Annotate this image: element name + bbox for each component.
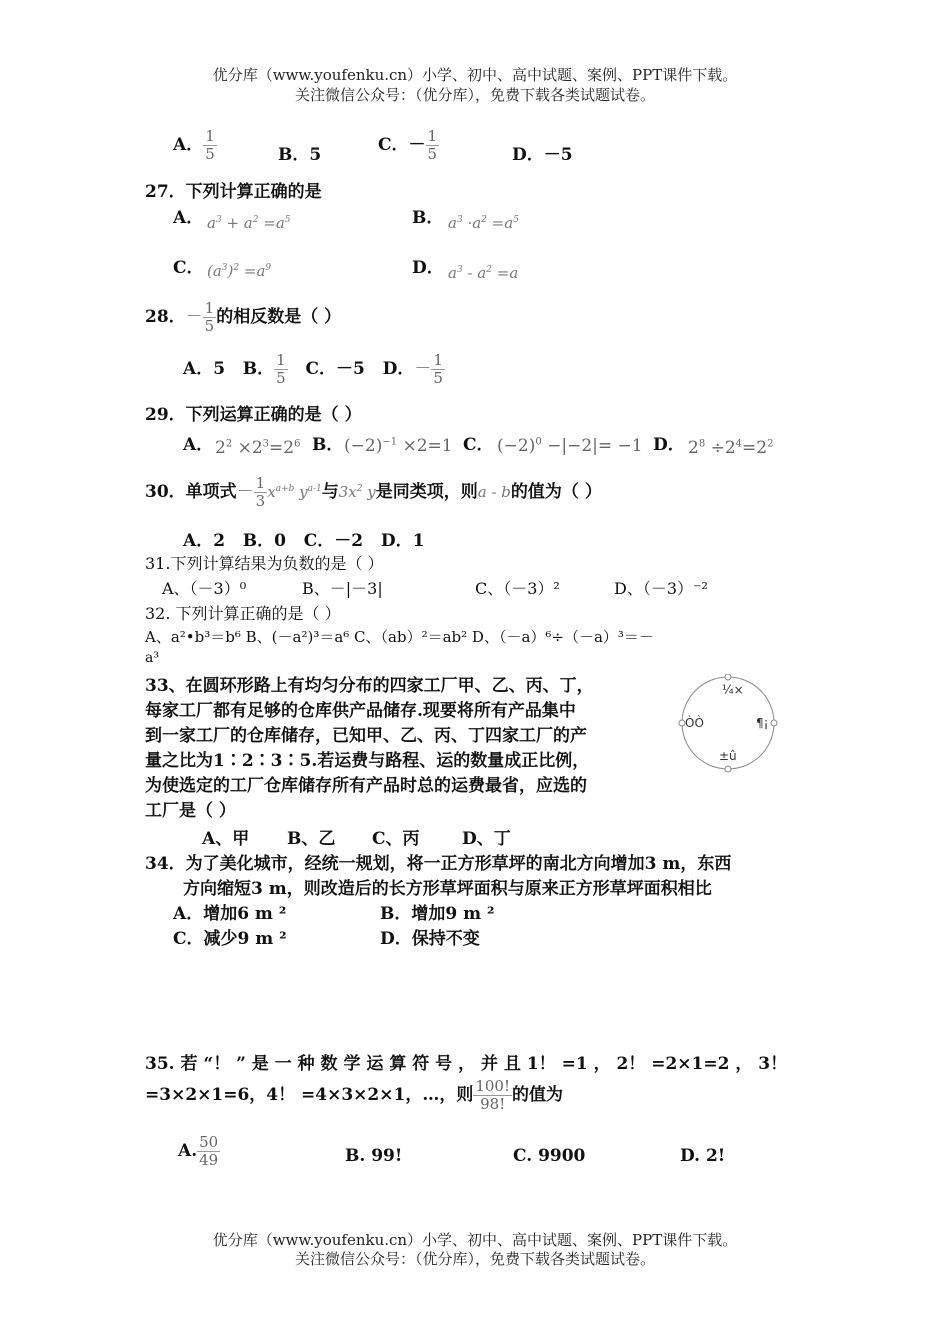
q33-line-6: 工厂是（ ） [145, 801, 236, 821]
q30-f-den: 3 [255, 492, 266, 510]
q28-d-den: 5 [433, 369, 443, 387]
q34-option-d: D．保持不变 [380, 929, 480, 949]
q33-option-b: B、乙 [287, 829, 336, 849]
q35-a-fraction [197, 1134, 220, 1169]
q26-a-label: A． [173, 135, 204, 155]
q30-minus: － [236, 482, 254, 502]
q26-a-den: 5 [205, 145, 215, 163]
q30-mid: 与 [321, 482, 339, 502]
q28-options [183, 352, 445, 387]
q29-a-label: A． [183, 435, 214, 455]
q31-option-d: D、（－3）⁻² [614, 579, 708, 598]
q35-line2-tail: 的值为 [512, 1085, 564, 1105]
q26-c-fraction [426, 128, 440, 163]
q32-options: A、a²•b³＝b⁶ B、(－a²)³＝a⁶ C、（ab）²＝ab² D、（－a）⁶÷（－a）³＝－ [145, 628, 654, 646]
q35-fraction [473, 1078, 512, 1113]
factory-right-dot [771, 720, 777, 726]
q35-a-num: 50 [199, 1133, 219, 1151]
q33-line-3: 到一家工厂的仓库储存，已知甲、乙、丙、丁四家工厂的产 [145, 726, 587, 746]
q29-c-math: $(-2)^0 -|-2|= -1$ [497, 436, 643, 456]
q35-option-d: D. 2! [680, 1146, 726, 1166]
factory-bottom-dot [725, 766, 731, 772]
q29-d-label: D． [653, 435, 685, 455]
q28-d-minus: － [414, 359, 432, 379]
q30-end: 的值为（ ） [510, 482, 602, 502]
q26-option-c [378, 128, 439, 163]
q28-d-fraction [431, 352, 445, 387]
q34-option-a: A．增加6 m ² [173, 904, 287, 924]
q33-line-5: 为使选定的工厂仓库储存所有产品时总的运费最省，应选的 [145, 776, 587, 796]
q30-term2: $3x^2$ y [338, 483, 376, 501]
page-footer-line2: 关注微信公众号：（优分库），免费下载各类试题试卷。 [294, 1250, 655, 1268]
page-header-line2: 关注微信公众号：（优分库），免费下载各类试题试卷。 [294, 86, 655, 104]
q26-option-d: D．－5 [512, 145, 573, 165]
q33-ring-diagram [676, 674, 780, 774]
q31-option-b: B、－|－3| [302, 579, 383, 598]
q35-a-den: 49 [199, 1151, 219, 1169]
q35-f-num: 100! [475, 1077, 511, 1095]
q28-b-num: 1 [276, 351, 286, 369]
q26-a-num: 1 [205, 127, 215, 145]
q32-stem: 32. 下列计算正确的是（ ） [145, 604, 341, 623]
q29-b-math: $(-2)^{-1} \times 2=1$ [344, 436, 453, 456]
q35-option-c: C. 9900 [513, 1146, 586, 1166]
q31-option-a: A、（－3）⁰ [162, 579, 247, 598]
q27-stem: 27．下列计算正确的是 [145, 182, 322, 202]
q28-b-fraction [274, 352, 288, 387]
q27-a-math: $a^3 + a^2 =a^5$ [207, 214, 291, 232]
q30-term1: $x^{a+b}$ $y^{a-1}$ [267, 483, 322, 501]
q30-num: 30．单项式 [145, 482, 237, 502]
q35-a-label: A. [178, 1141, 198, 1161]
q30-tail: 是同类项，则 [375, 482, 478, 502]
q33-line-2: 每家工厂都有足够的仓库供产品储存.现要将所有产品集中 [145, 701, 576, 721]
q30-options: A．2 B．0 C．－2 D．1 [183, 531, 425, 551]
q33-option-a: A、甲 [202, 829, 250, 849]
q27-c-label: C． [173, 258, 204, 278]
q33-stem [145, 674, 594, 824]
q30-stem [145, 475, 602, 510]
q27-d-label: D． [412, 258, 444, 278]
page-header-line1: 优分库（www.youfenku.cn）小学、初中、高中试题、案例、PPT课件下载。 [212, 66, 738, 84]
q28-f-den: 5 [204, 317, 215, 335]
q31-stem: 31.下列计算结果为负数的是（ ） [145, 554, 384, 573]
q27-d-math: $a^3 - a^2 =a$ [448, 264, 519, 282]
q28-stem [145, 300, 341, 335]
q35-option-a [178, 1134, 220, 1169]
q26-c-label: C．－ [378, 135, 426, 155]
q26-a-fraction [203, 128, 217, 163]
factory-left-label: ÒÒ [685, 716, 704, 730]
page-footer-line1: 优分库（www.youfenku.cn）小学、初中、高中试题、案例、PPT课件下载。 [212, 1231, 738, 1249]
q28-b-den: 5 [276, 369, 286, 387]
factory-top-label: ¼× [722, 683, 744, 697]
q34-option-b: B．增加9 m ² [380, 904, 495, 924]
q28-option-a: A．5 [183, 359, 226, 379]
q27-c-math: $(a^3)^2 =a^9$ [207, 262, 272, 280]
q28-stem-text: 的相反数是（ ） [216, 307, 342, 327]
q28-f-num: 1 [204, 299, 215, 317]
q34-line2: 方向缩短3 m，则改造后的长方形草坪面积与原来正方形草坪面积相比 [183, 879, 712, 899]
q26-c-den: 5 [427, 145, 438, 163]
q35-option-b: B. 99! [345, 1146, 403, 1166]
q26-option-a [173, 128, 217, 163]
q29-b-label: B． [312, 435, 344, 455]
q28-option-c: C．－5 [305, 359, 365, 379]
q28-option-d-label: D． [382, 359, 415, 379]
q29-c-label: C． [463, 435, 494, 455]
q28-minus: － [185, 307, 203, 327]
q34-option-c: C．减少9 m ² [173, 929, 287, 949]
q26-c-num: 1 [427, 127, 438, 145]
factory-bottom-label: ±û [719, 749, 737, 763]
q35-f-den: 98! [480, 1095, 506, 1113]
q28-d-num: 1 [433, 351, 443, 369]
q28-fraction [203, 300, 217, 335]
q34-line1: 34．为了美化城市，经统一规划，将一正方形草坪的南北方向增加3 m，东西 [145, 854, 732, 874]
q35-line2-text: =3×2×1=6，4！ =4×3×2×1，…，则 [145, 1085, 474, 1105]
factory-right-label: ¶¡ [756, 716, 769, 730]
factory-top-dot [725, 674, 731, 680]
q31-option-c: C、（－3）² [475, 579, 560, 598]
q30-expr: a - b [477, 483, 511, 501]
q29-d-math: $2^8 \div 2^4=2^2$ [688, 438, 774, 458]
q30-fraction [254, 475, 268, 510]
q33-option-d: D、丁 [462, 829, 511, 849]
q29-a-math: $2^2 \times 2^3=2^6$ [215, 438, 301, 458]
q35-line1: 35. 若 “！ ” 是 一 种 数 学 运 算 符 号 ， 并 且 1！ =1 ， 2！ =2×1=2 ， 3！ [145, 1054, 788, 1074]
q35-line2 [145, 1078, 563, 1113]
q27-a-label: A． [173, 208, 204, 228]
q33-line-1: 33、在圆环形路上有均匀分布的四家工厂甲、乙、丙、丁， [145, 676, 594, 696]
q26-option-b: B．5 [278, 145, 322, 165]
q27-b-label: B． [412, 208, 444, 228]
q27-b-math: $a^3 \cdot a^2 =a^5$ [448, 214, 519, 232]
q32-options-line2: a³ [145, 650, 159, 666]
q28-num: 28． [145, 307, 186, 327]
q28-option-b-label: B． [242, 359, 275, 379]
q33-option-c: C、丙 [372, 829, 420, 849]
q29-stem: 29．下列运算正确的是（ ） [145, 405, 362, 425]
q33-line-4: 量之比为1∶2∶3∶5.若运费与路程、运的数量成正比例， [145, 751, 590, 771]
q30-f-num: 1 [255, 474, 266, 492]
